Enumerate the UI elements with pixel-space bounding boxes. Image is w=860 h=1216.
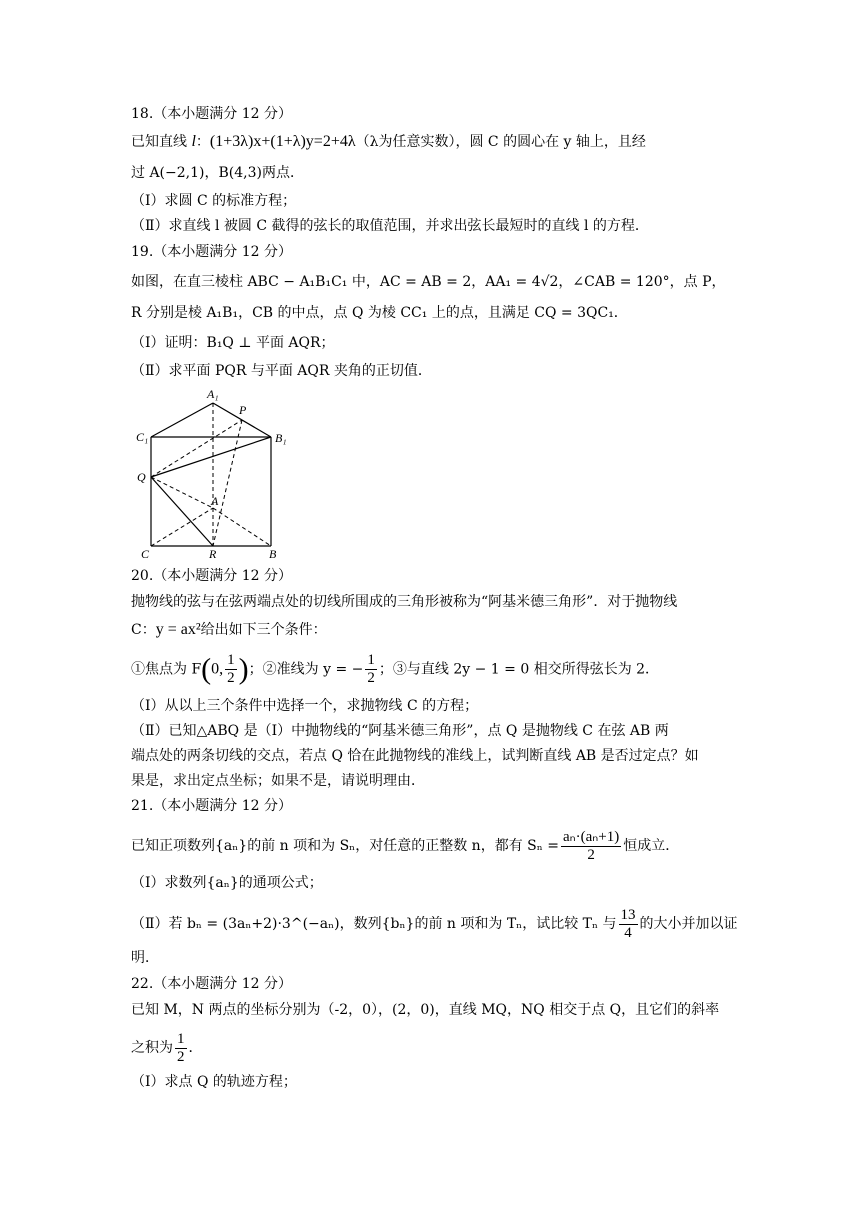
p20-directrix-fraction: $\frac{1}{2}$ bbox=[367, 652, 375, 686]
p18-header: 18.（本小题满分 12 分） bbox=[131, 106, 292, 122]
p18-question-2: （Ⅱ）求直线 l 被圆 C 截得的弦长的取值范围，并求出弦长最短时的直线 l 的方程． bbox=[131, 218, 649, 234]
label-A1: A₁ bbox=[207, 387, 219, 401]
p20-question-1: （Ⅰ）从以上三个条件中选择一个，求抛物线 C 的方程； bbox=[131, 698, 479, 714]
p20-header: 20.（本小题满分 12 分） bbox=[131, 568, 292, 584]
p20-question-2a: （Ⅱ）已知△ABQ 是（Ⅰ）中抛物线的“阿基米德三角形”，点 Q 是抛物线 C 在弦 AB 两 bbox=[131, 723, 669, 739]
p22-line-1: 已知 M，N 两点的坐标分别为（-2，0），(2，0)，直线 MQ，NQ 相交于点 Q，且它们的斜率 bbox=[131, 1002, 720, 1018]
label-P: P bbox=[239, 403, 247, 417]
p22-question-1: （Ⅰ）求点 Q 的轨迹方程； bbox=[131, 1074, 297, 1090]
p18-intro: 已知直线 l：(1+3λ)x+(1+λ)y=2+4λ（λ为任意实数），圆 C 的圆心在 y 轴上，且经 bbox=[131, 133, 646, 150]
label-C: C bbox=[141, 547, 150, 561]
p20-line-1: 抛物线的弦与在弦两端点处的切线所围成的三角形被称为“阿基米德三角形”．对于抛物线 bbox=[131, 594, 678, 610]
p20-focus-fraction: $\frac{1}{2}$ bbox=[227, 652, 235, 686]
p22-header: 22.（本小题满分 12 分） bbox=[131, 976, 292, 992]
p19-question-1: （Ⅰ）证明：B₁Q ⊥ 平面 AQR； bbox=[131, 335, 335, 351]
p21-compare-fraction: $\frac{13}{4}$ bbox=[620, 906, 636, 941]
label-Q: Q bbox=[137, 470, 146, 484]
p19-line-2: R 分别是棱 A₁B₁，CB 的中点，点 Q 为棱 CC₁ 上的点，且满足 CQ = 3QC₁． bbox=[131, 305, 628, 321]
p20-line-2: C：y = ax²给出如下三个条件： bbox=[131, 621, 327, 638]
p21-question-1: （Ⅰ）求数列{aₙ}的通项公式； bbox=[131, 875, 323, 891]
p22-line-2: 之积为 $\frac{1}{2}$ ． bbox=[131, 1030, 203, 1065]
p21-question-2-cont: 明． bbox=[131, 950, 159, 966]
p21-question-2: （Ⅱ）若 bₙ = (3aₙ+2)·3^(−aₙ)，数列{bₙ}的前 n 项和为 Tₙ，试比较 Tₙ 与 $\frac{13}{4}$ 的大小并加以证 bbox=[131, 906, 738, 941]
p21-line-1: 已知正项数列{aₙ}的前 n 项和为 Sₙ，对任意的正整数 n，都有 Sₙ = $\frac{\text{aₙ·(aₙ+1)}}{2}$ 恒成立． bbox=[131, 828, 680, 863]
prism-figure bbox=[131, 386, 291, 564]
p18-question-1: （Ⅰ）求圆 C 的标准方程； bbox=[131, 193, 297, 209]
p20-conditions: ①焦点为 F(0, $\frac{1}{2}$ )；②准线为 y = − $\frac{1}{2}$ ；③与直线 2y − 1 = 0 相交所得弦长为 2． bbox=[131, 652, 660, 686]
p20-question-2c: 果是，求出定点坐标；如果不是，请说明理由． bbox=[131, 773, 425, 789]
label-R: R bbox=[209, 547, 217, 561]
p18-line-var: l bbox=[191, 133, 196, 150]
label-C1: C₁ bbox=[136, 430, 149, 444]
p19-question-2: （Ⅱ）求平面 PQR 与平面 AQR 夹角的正切值． bbox=[131, 363, 432, 379]
p18-equation: (1+3λ)x+(1+λ)y=2+4λ bbox=[209, 133, 356, 150]
label-A: A bbox=[211, 494, 219, 508]
p19-line-1: 如图，在直三棱柱 ABC − A₁B₁C₁ 中，AC = AB = 2，AA₁ = 4√2，∠CAB = 120°，点 P， bbox=[131, 274, 726, 290]
p21-header: 21.（本小题满分 12 分） bbox=[131, 798, 292, 814]
p20-parabola-eq: y = ax² bbox=[155, 621, 201, 638]
p21-sn-fraction: $\frac{\text{aₙ·(aₙ+1)}}{2}$ bbox=[562, 828, 620, 863]
label-B1: B₁ bbox=[275, 431, 287, 445]
p22-slope-fraction: $\frac{1}{2}$ bbox=[177, 1030, 185, 1065]
p20-question-2b: 端点处的两条切线的交点，若点 Q 恰在此抛物线的准线上，试判断直线 AB 是否过定点？如 bbox=[131, 748, 699, 764]
label-B: B bbox=[269, 547, 277, 561]
p19-header: 19.（本小题满分 12 分） bbox=[131, 244, 292, 260]
p18-intro-cont: 过 A(−2,1)，B(4,3)两点． bbox=[131, 165, 304, 181]
